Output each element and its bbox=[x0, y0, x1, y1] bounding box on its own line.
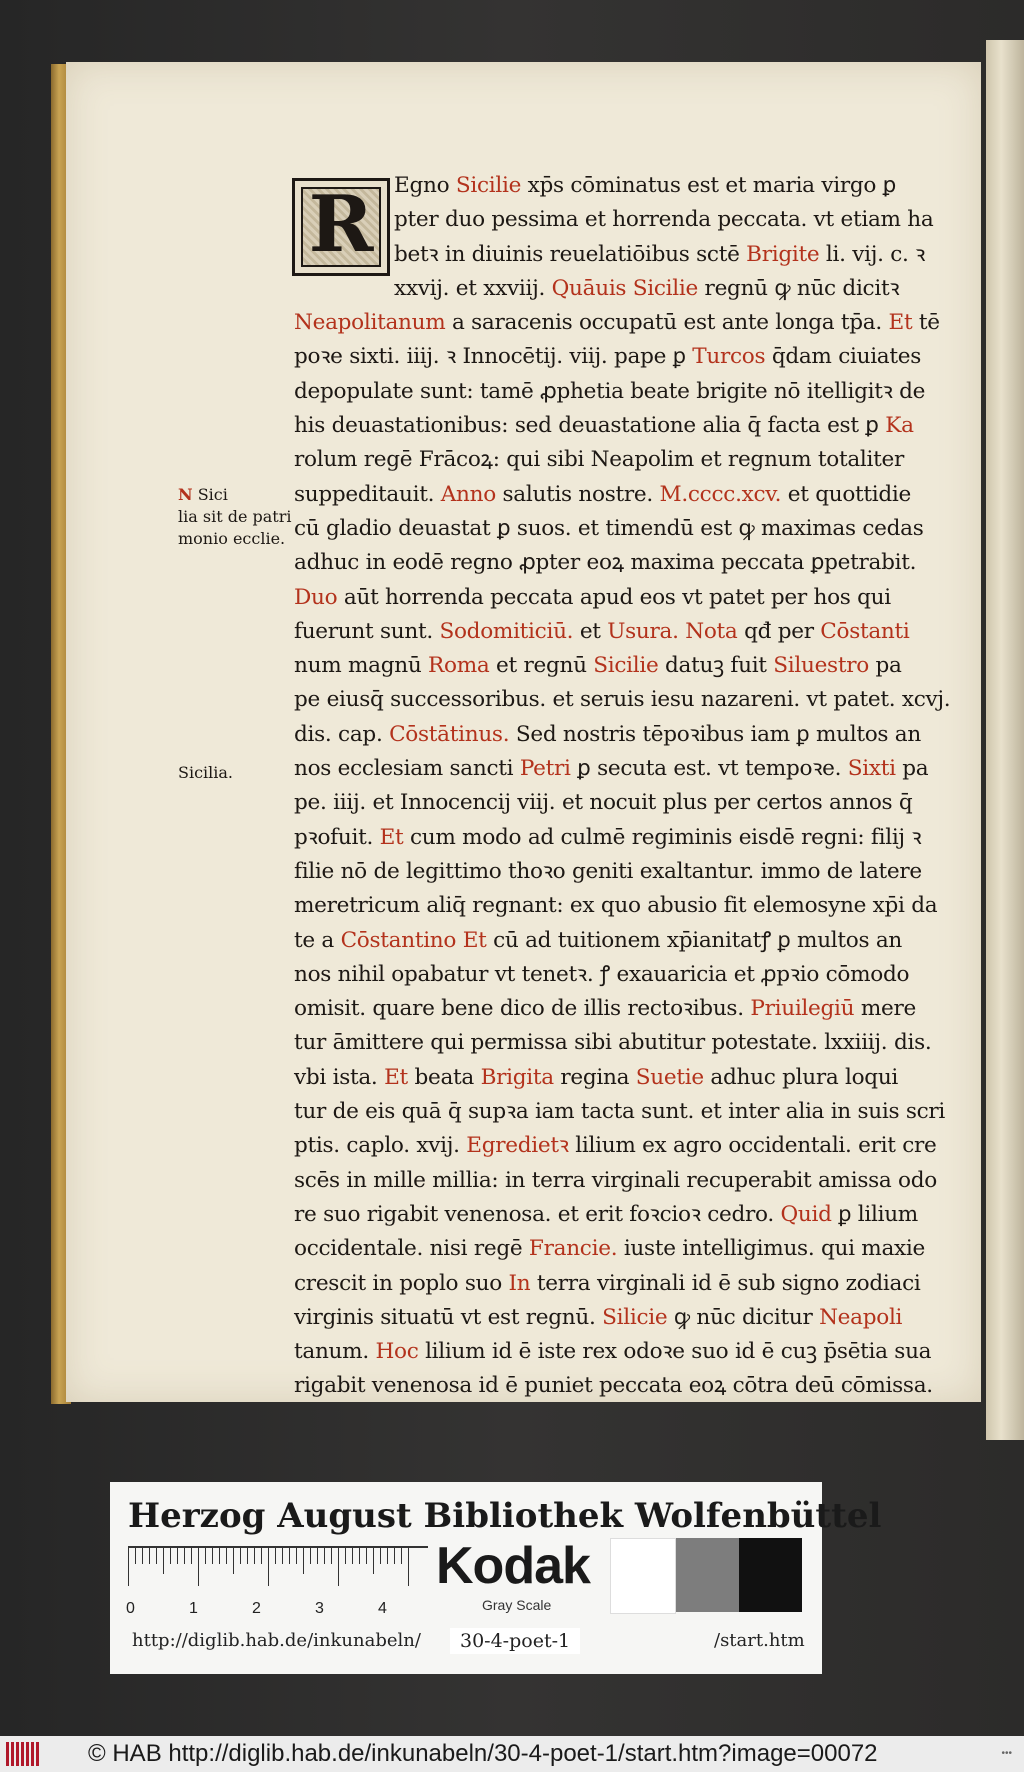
ruler-tick bbox=[408, 1546, 409, 1586]
ruler-baseline bbox=[128, 1546, 428, 1548]
ruler-tick bbox=[359, 1546, 360, 1564]
hab-logo-icon bbox=[6, 1742, 46, 1766]
text-line: pe. iiij. et Innocencij viij. et nocuit plus per certos annos q̄ bbox=[294, 790, 913, 816]
text-line: betꝛ in diuinis reuelatiōibus sctē Brigite li. vij. c. ꝛ bbox=[394, 241, 926, 267]
text-line: xxvij. et xxviij. Quāuis Sicilie regnū ꝙ nūc dicitꝛ bbox=[394, 275, 900, 301]
ruler-tick bbox=[289, 1546, 290, 1564]
text-line: meretricum aliq̄ regnant: ex quo abusio fit elemosyne xp̄i da bbox=[294, 893, 938, 919]
text-line: pter duo pessima et horrenda peccata. vt etiam ha bbox=[394, 207, 934, 233]
card-url-base: http://diglib.hab.de/inkunabeln/ bbox=[132, 1630, 421, 1651]
ruler-tick bbox=[373, 1546, 374, 1574]
ruler-tick bbox=[296, 1546, 297, 1564]
library-title: Herzog August Bibliothek Wolfenbüttel bbox=[128, 1496, 882, 1536]
ruler-tick bbox=[303, 1546, 304, 1574]
text-line: dis. cap. Cōstātinus. Sed nostris tēpoꝛibus iam ꝑ multos an bbox=[294, 721, 921, 747]
ruler-tick bbox=[212, 1546, 213, 1564]
ruler-tick bbox=[317, 1546, 318, 1564]
ruler-tick bbox=[401, 1546, 402, 1564]
text-line: vbi ista. Et beata Brigita regina Suetie adhuc plura loqui bbox=[294, 1064, 899, 1090]
ruler-tick bbox=[338, 1546, 339, 1586]
text-line: te a Cōstantino Et cū ad tuitionem xp̄ianitatꝭ ꝑ multos an bbox=[294, 927, 903, 953]
ruler-tick bbox=[261, 1546, 262, 1564]
library-color-card bbox=[110, 1482, 882, 1674]
ruler-tick bbox=[394, 1546, 395, 1564]
text-line: adhuc in eodē regno ꝓpter eoꝝ maxima peccata ꝑpetrabit. bbox=[294, 550, 917, 576]
book-page bbox=[66, 62, 981, 1402]
ruler-tick bbox=[366, 1546, 367, 1564]
text-line: Duo aūt horrenda peccata apud eos vt patet per hos qui bbox=[294, 584, 891, 610]
ruler-number: 2 bbox=[252, 1600, 261, 1617]
ruler-tick bbox=[219, 1546, 220, 1564]
ruler-tick bbox=[191, 1546, 192, 1564]
ruler-tick bbox=[149, 1546, 150, 1564]
text-line: Egno Sicilie xp̄s cōminatus est et maria virgo ꝑ bbox=[394, 173, 897, 198]
black-swatch bbox=[739, 1538, 802, 1612]
text-line: cū gladio deuastat ꝑ suos. et timendū est ꝙ maximas cedas bbox=[294, 515, 924, 541]
ruler-tick bbox=[345, 1546, 346, 1564]
ruler-tick bbox=[387, 1546, 388, 1564]
ruler-tick bbox=[254, 1546, 255, 1564]
footer-citation[interactable]: © HAB http://diglib.hab.de/inkunabeln/30-4-poet-1/start.htm?image=00072 bbox=[88, 1740, 878, 1767]
text-line: re suo rigabit venenosa. et erit foꝛcioꝛ cedro. Quid ꝑ lilium bbox=[294, 1201, 918, 1227]
text-line: scēs in mille millia: in terra virginali recuperabit amissa odo bbox=[294, 1167, 937, 1193]
footer-dots: ••• bbox=[1001, 1748, 1012, 1759]
margin-note-line: N Sici bbox=[178, 485, 228, 504]
margin-note-line: monio ecclie. bbox=[178, 529, 286, 548]
text-line: omisit. quare bene dico de illis rectoꝛibus. Priuilegiū mere bbox=[294, 996, 916, 1022]
body-lines bbox=[294, 306, 999, 1404]
text-line: depopulate sunt: tamē ꝓphetia beate brigite nō itelligitꝛ de bbox=[294, 378, 926, 404]
footer-bar bbox=[0, 1736, 1024, 1772]
text-line: rigabit venenosa id ē puniet peccata eoꝝ cōtra deū cōmissa. bbox=[294, 1373, 933, 1399]
scale-ruler bbox=[126, 1546, 428, 1617]
ruler-tick bbox=[163, 1546, 164, 1574]
margin-note-line: lia sit de patri bbox=[178, 507, 292, 526]
text-line: tanum. Hoc lilium id ē iste rex odoꝛe suo id ē cuꝫ p̄sētia sua bbox=[294, 1339, 932, 1365]
text-line: pꝛofuit. Et cum modo ad culmē regiminis eisdē regni: filij ꝛ bbox=[294, 824, 922, 850]
initial-letter: R bbox=[308, 179, 374, 270]
white-swatch bbox=[610, 1538, 676, 1614]
text-line: filie nō de legittimo thoꝛo geniti exaltantur. immo de latere bbox=[294, 858, 922, 884]
card-url-shelfmark: 30-4-poet-1 bbox=[450, 1628, 580, 1654]
ruler-tick bbox=[310, 1546, 311, 1564]
text-line: crescit in poplo suo In terra virginali id ē sub signo zodiaci bbox=[294, 1270, 921, 1296]
ruler-tick bbox=[170, 1546, 171, 1564]
ruler-number: 0 bbox=[126, 1600, 135, 1617]
margin-note-sicilia-patrimonio bbox=[178, 484, 298, 550]
text-line: virginis situatū vt est regnū. Silicie ꝙ nūc dicitur Neapoli bbox=[294, 1304, 903, 1330]
ruler-tick bbox=[177, 1546, 178, 1564]
gray-swatch bbox=[676, 1538, 739, 1612]
margin-note-sicilia: Sicilia. bbox=[178, 763, 234, 782]
ruler-tick bbox=[240, 1546, 241, 1564]
text-line: num magnū Roma et regnū Sicilie datuꝫ fuit Siluestro pa bbox=[294, 653, 902, 679]
text-line: his deuastationibus: sed deuastatione alia q̄ facta est ꝑ Ka bbox=[294, 413, 914, 439]
ruler-number: 4 bbox=[378, 1600, 387, 1617]
ruler-tick bbox=[324, 1546, 325, 1564]
main-text-block bbox=[294, 169, 999, 1404]
ruler-tick bbox=[128, 1546, 129, 1586]
text-line: poꝛe sixti. iiij. ꝛ Innocētij. viij. pape ꝑ Turcos q̄dam ciuiates bbox=[294, 344, 922, 370]
ruler-tick bbox=[268, 1546, 269, 1586]
ruler-number: 3 bbox=[315, 1600, 324, 1617]
ruler-tick bbox=[247, 1546, 248, 1564]
ruler-number: 1 bbox=[189, 1600, 198, 1617]
card-url-suffix: /start.htm bbox=[714, 1630, 805, 1651]
text-line: ptis. caplo. xvij. Egredietꝛ lilium ex agro occidentali. erit cre bbox=[294, 1133, 937, 1159]
ruler-tick bbox=[352, 1546, 353, 1564]
ruler-tick bbox=[198, 1546, 199, 1586]
ruler-tick bbox=[380, 1546, 381, 1564]
text-line: occidentale. nisi regē Francie. iuste intelligimus. qui maxie bbox=[294, 1236, 925, 1262]
text-line: fuerunt sunt. Sodomiticiū. et Usura. Nota qđ per Cōstanti bbox=[294, 618, 910, 644]
ruler-tick bbox=[135, 1546, 136, 1564]
kodak-logo: Kodak bbox=[436, 1537, 590, 1595]
ruler-tick bbox=[205, 1546, 206, 1564]
text-line: Neapolitanum a saracenis occupatū est ante longa tp̄a. Et tē bbox=[294, 310, 940, 336]
ruler-tick bbox=[233, 1546, 234, 1574]
text-line: rolum regē Frācoꝝ: qui sibi Neapolim et regnum totaliter bbox=[294, 447, 905, 473]
ruler-tick bbox=[226, 1546, 227, 1564]
text-line: pe eiusq̄ successoribus. et seruis iesu nazareni. vt patet. xcvj. bbox=[294, 687, 951, 713]
text-line: tur de eis quā q̄ supꝛa iam tacta sunt. et inter alia in suis scri bbox=[294, 1099, 946, 1125]
ruler-tick bbox=[184, 1546, 185, 1564]
ruler-tick bbox=[331, 1546, 332, 1564]
ruler-tick bbox=[156, 1546, 157, 1564]
ruler-tick bbox=[275, 1546, 276, 1564]
gray-scale-label: Gray Scale bbox=[482, 1597, 552, 1613]
text-line: suppeditauit. Anno salutis nostre. M.cccc.xcv. et quottidie bbox=[294, 481, 911, 507]
text-line: tur āmittere qui permissa sibi abutitur potestate. lxxiiij. dis. bbox=[294, 1030, 932, 1056]
text-line: nos nihil opabatur vt tenetꝛ. ꝭ exauaricia et ꝓpꝛio cōmodo bbox=[294, 961, 910, 987]
first-lines bbox=[294, 169, 999, 306]
ruler-tick bbox=[142, 1546, 143, 1564]
text-line: nos ecclesiam sancti Petri ꝑ secuta est. vt tempoꝛe. Sixti pa bbox=[294, 756, 929, 782]
ruler-tick bbox=[282, 1546, 283, 1564]
